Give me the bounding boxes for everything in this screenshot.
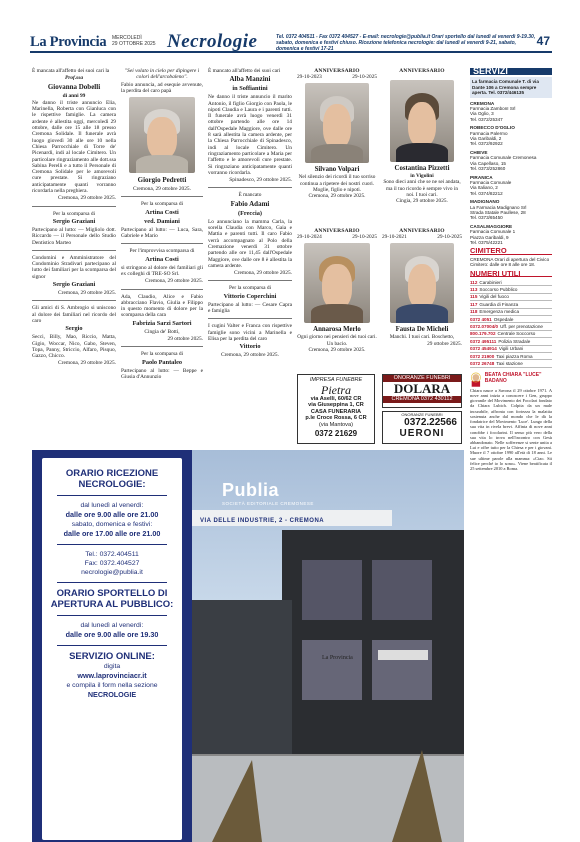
ad-line: CASA FUNERARIA xyxy=(310,408,362,415)
pharmacy-line: Tel. 0374/82212 xyxy=(470,190,503,196)
anniversary-name: Fausta De Micheli xyxy=(395,326,449,334)
anniversary-label: ANNIVERSARIO xyxy=(314,228,360,234)
ad-hours: dalle ore 9.00 alle ore 21.00 xyxy=(65,510,159,519)
publia-logo xyxy=(222,480,314,506)
phone-number: 0372 21900 xyxy=(470,353,495,359)
useful-number-row xyxy=(470,323,552,330)
date-from: 29-10-2024 xyxy=(297,234,322,241)
anniversary-card xyxy=(297,228,377,353)
useful-numbers-list xyxy=(470,279,552,368)
anniversary-text: Manchi. I tuoi cari. Boschetto, xyxy=(389,334,455,341)
obit-intro: Per la scomparsa di xyxy=(228,285,272,292)
pharmacy-line: Via Italiano, 2 xyxy=(470,185,498,191)
obit-sign: Cremona, 29 ottobre 2025. xyxy=(58,360,116,367)
obit-intro: È mancata all'affetto dei suoi cari la xyxy=(32,68,110,74)
ad-brand: UERONI xyxy=(399,428,445,439)
ad-brand: Pietra xyxy=(321,382,351,397)
obit-name: Giovanna Dobelli xyxy=(47,82,101,91)
ad-line: IMPRESA FUNEBRE xyxy=(309,377,363,383)
ad-text: e compila il form nella sezione xyxy=(66,682,158,689)
section-title: Necrologie xyxy=(167,31,258,52)
phone-label: Soccorso Pubblico xyxy=(479,286,518,292)
pharmacy-line: Tel. 0372/25347 xyxy=(470,116,503,122)
date-to: 29-10-2025 xyxy=(352,234,377,241)
ad-phone: 0372 21629 xyxy=(314,428,358,438)
ad-brand: DOLARA xyxy=(393,381,451,396)
ad-hours-panel xyxy=(42,458,182,840)
obit-text: Secci, Billy, Mao, Riccio, Matta, Gigio, Woccar, Nico, Gabo, Steven, Topa, Panny, Striccio, Alfaro, Pisquo, Gazzo, Chicco. xyxy=(32,334,116,360)
obit-name: Sergio Graziani xyxy=(52,281,96,289)
useful-number-row xyxy=(470,294,552,301)
anniversary-card xyxy=(382,228,462,347)
pharmacy-city: PIRANICA xyxy=(470,174,493,180)
ad-text: sabato, domenica e festivi: xyxy=(71,521,153,528)
pharmacy-intro: La farmacia Comunale T. di via Dante 106 a Cremona sempre aperta. Tel. 0372/446135 xyxy=(470,77,552,97)
pharmacy-line: Farmacia Comunale xyxy=(470,179,512,185)
obit-text: Ada, Claudio, Alice e Fabio abbracciano Flavio, Giulia e Filippo in questo momento di dolore per la scomparsa della cara xyxy=(121,293,203,319)
obit-sign: Spinadesco, 29 ottobre 2025. xyxy=(229,177,292,184)
useful-number-row xyxy=(470,353,552,360)
useful-number-row xyxy=(470,331,552,338)
blessed-title: BEATA CHIARA "LUCE" BADANO xyxy=(484,371,542,384)
divider xyxy=(121,289,203,290)
portrait-photo xyxy=(304,243,370,323)
useful-number-row xyxy=(470,301,552,308)
publia-ad xyxy=(32,450,464,842)
ad-email: necrologie@publia.it xyxy=(81,569,143,576)
ad-fax: Fax: 0372.404527 xyxy=(84,560,140,567)
ad-dolara xyxy=(382,374,462,408)
obit-text: Partecipano al lutto: — Cesare Capra e famiglia xyxy=(208,301,292,315)
obit-intro: Per la scomparsa di xyxy=(140,201,184,208)
ad-section: NECROLOGIE xyxy=(87,690,137,699)
obit-name: Paolo Pantaleo xyxy=(141,358,183,366)
phone-number: 0372 26748 xyxy=(470,360,495,366)
anniversary-sign: 29 ottobre 2025. xyxy=(427,340,462,347)
header-contacts: Tel. 0372 404511 - Fax 0372 404527 - E-mail: necrologie@publia.it Orari sportello dal lunedì al venerdì 9-19.30, sabato, domenica e festivi chiuso. Ricezione telefonica necrologie: dal lunedì al venerdì 9-21, sabato, domenica e festivi 17-21 xyxy=(276,34,536,52)
ad-heading: SERVIZIO ONLINE: xyxy=(69,651,155,662)
ad-address: VIA DELLE INDUSTRIE, 2 - CREMONA xyxy=(200,518,325,524)
obit-text: Condomini e Amministratore del Condominio Stradivari partecipano al lutto dei familiari per la scomparsa del signor xyxy=(32,254,116,280)
obit-text: si stringono al dolore dei familiari gli ex colleghi di TRE-SO Srl. xyxy=(121,264,203,277)
obit-subname: (Freccia) xyxy=(237,209,262,217)
anniversary-text: Nel silenzio dei ricordi il tuo sorriso continua a ripetere dei nostri cuori. Moglie, figlio e nipoti. xyxy=(298,174,376,193)
divider xyxy=(121,346,203,347)
obit-intro: È mancato all'affetto dei suoi cari xyxy=(208,68,281,74)
ad-heading: ORARIO RICEZIONE NECROLOGIE: xyxy=(65,468,159,490)
phone-label: Taxi piazza Roma xyxy=(496,353,533,359)
pharmacy-line: Via Capellaso, 15 xyxy=(470,160,506,166)
obit-sign: Cremona, 29 ottobre 2025. xyxy=(234,270,292,277)
obit-quote: "Sei volato in cielo per dipingere i colori dell'arcobaleno". xyxy=(124,68,200,81)
useful-number-row xyxy=(470,309,552,316)
issue-date xyxy=(112,35,156,47)
ad-text: digita xyxy=(103,663,121,670)
ad-line: via Giuseppina 1, CR xyxy=(308,402,364,409)
obit-text: Lo annunciano la mamma Carla, la sorella Claudia con Marco, Gaia e Mattia e parenti tutti. Il caro Fabio verrà accompagnato al Polo della Cremazione venerdì 31 ottobre partendo alle ore 11,45 dall'Ospedale Maggiore, ove dalle ore 8 è allestita la camera ardente. xyxy=(208,218,292,269)
useful-number-row xyxy=(470,279,552,286)
portrait-photo xyxy=(390,80,454,162)
obit-name: Vittorio Coperchini xyxy=(223,292,277,300)
obit-name: Artina Costi xyxy=(145,255,179,263)
cemetery-text: CREMONA Orari di apertura del Civico Cimitero: dalle ore 8 alle ore 18. xyxy=(470,256,550,268)
obit-intro: Per la scomparsa di xyxy=(140,351,184,358)
ad-text: dal lunedì al venerdì: xyxy=(80,622,144,629)
phone-label: Carabinieri xyxy=(479,279,502,285)
obit-subname: in Soffiantini xyxy=(232,85,268,93)
anniversary-text: Sono dieci anni che se ne sei andata, ma il tuo ricordo è sempre vivo in noi. I tuoi cari. xyxy=(383,179,461,198)
pharmacy-line: Strada Statale Paullese, 28 xyxy=(470,209,526,215)
divider xyxy=(208,187,292,188)
ad-line: p.le Croce Rossa, 6 CR xyxy=(305,415,367,422)
ad-line: CREMONA 0372 430112 xyxy=(383,396,461,403)
pharmacy-line: Tel. 0375/42221 xyxy=(470,239,503,245)
divider xyxy=(57,645,167,646)
phone-number: 800.179.702 xyxy=(470,331,496,337)
obit-text: Ne danno il triste annuncio il marito Antonio, il figlio Giorgio con Paola, le nipoti Claudia e Laura e i parenti tutti. Il funerale avrà luogo venerdì 31 ottobre partendo alle ore 14 dall'Ospedale Maggiore, ove dalle ore 8 sarà allestita la camera ardente, per la Chiesa Parrocchiale di Spinadesco, indi al locale Cimitero. Un ringraziamento particolare a Maria per l'affetto e le amorevoli cure prestate. Si ringraziano anticipatamente quanti vorranno ricordarla. xyxy=(208,94,292,176)
cemetery-title: CIMITERO xyxy=(470,248,552,254)
anniversary-subname: in Vigolini xyxy=(410,173,434,180)
pharmacy-city: CREMONA xyxy=(470,100,495,106)
useful-number-row xyxy=(470,286,552,293)
anniversary-dates xyxy=(382,234,462,240)
divider xyxy=(121,243,203,244)
obit-intro: Per la scomparsa di xyxy=(52,210,96,217)
anniversary-dates xyxy=(297,74,377,80)
obit-place: Cingia de' Botti, xyxy=(144,328,180,335)
portrait-photo xyxy=(390,243,454,323)
divider xyxy=(208,280,292,281)
phone-label: Centrale Soccorso xyxy=(497,331,536,337)
issue-day: MERCOLEDÌ xyxy=(112,35,142,41)
anniversary-label: ANNIVERSARIO xyxy=(399,68,445,74)
obit-name: Alba Manzini xyxy=(229,75,271,84)
obit-title: Prof.ssa xyxy=(64,75,84,82)
pharmacy-city: ROBECCO D'OGLIO xyxy=(470,125,515,131)
ad-line: ONORANZE FUNEBRI xyxy=(401,412,443,417)
obit-age: di anni 99 xyxy=(62,92,86,99)
phone-label: Emergenza medica xyxy=(479,309,519,315)
ad-line: (via Mantova) xyxy=(319,421,353,428)
services-title: SERVIZI xyxy=(470,68,552,75)
obit-sign: Cremona, 29 ottobre 2025. xyxy=(145,278,203,285)
phone-label: Taxi stazione xyxy=(496,360,523,366)
phone-number: 113 xyxy=(470,286,478,292)
pharmacy-city: MADIGNANO xyxy=(470,199,500,205)
building-illustration xyxy=(192,450,464,842)
divider xyxy=(57,495,167,496)
obit-sign: Cremona, 29 ottobre 2025. xyxy=(58,195,116,202)
page-number: 47 xyxy=(536,34,550,48)
obit-name: Sergio xyxy=(65,325,83,333)
pharmacy-city: CASALMAGGIORE xyxy=(470,223,513,229)
obit-sign: Cremona, 29 ottobre 2025. xyxy=(221,352,279,359)
divider xyxy=(32,250,116,251)
obit-text: Gli amici di S. Ambrogio si uniscono al dolore dei familiari nel ricordo del caro xyxy=(32,305,116,324)
anniversary-sign: Cremona, 29 ottobre 2025. xyxy=(308,193,366,200)
phone-number: 0372.07004/0 xyxy=(470,323,499,329)
pharmacy-line: Via Garibaldi, 2 xyxy=(470,136,502,142)
pharmacy-line: Via Oglio, 3 xyxy=(470,111,494,117)
obit-name: Sergio Graziani xyxy=(52,217,96,225)
obit-text: Fabio annuncia, ad esequie avvenute, la perdita del caro papà xyxy=(121,81,203,94)
brand-name: Publia xyxy=(222,480,280,500)
divider xyxy=(32,206,116,207)
obit-subname: ved. Damiani xyxy=(144,217,180,225)
pharmacy-line: La Farmacia Madignano Srl xyxy=(470,204,527,210)
anniversary-card xyxy=(382,68,462,204)
pharmacy-line: Piazza Garibaldi, 9 xyxy=(470,234,509,240)
obit-name: Giorgio Pedretti xyxy=(137,176,187,185)
obit-text: Partecipano al lutto: — Beppe e Giusia d'Annunzio xyxy=(121,367,203,380)
divider xyxy=(57,582,167,583)
anniversary-name: Silvano Volpari xyxy=(314,166,360,174)
portrait-photo xyxy=(129,97,195,173)
useful-number-row xyxy=(470,360,552,367)
pharmacy-line: Tel. 0373/252860 xyxy=(470,166,506,172)
pharmacy-city: CHIEVE xyxy=(470,149,488,155)
ad-pietra xyxy=(297,374,375,444)
pharmacy-line: Tel. 0372/92922 xyxy=(470,141,503,147)
ad-line: via Aselli, 60/62 CR xyxy=(310,395,362,402)
anniversary-label: ANNIVERSARIO xyxy=(314,68,360,74)
phone-label: Guardia di Finanza xyxy=(479,301,519,307)
newspaper-logo: La Provincia xyxy=(30,34,107,50)
page-header xyxy=(30,33,552,53)
obituary-column-3 xyxy=(208,68,292,360)
obit-text: I cugini Valter e Franca con rispettive famiglie sono vicini a Marinella e Elisa per la perdita del caro xyxy=(208,323,292,342)
anniversary-dates xyxy=(297,234,377,240)
portrait-photo xyxy=(305,83,369,163)
anniversary-label: ANNIVERSARIO xyxy=(399,228,445,234)
obit-name: Fabrizia Sarzi Sartori xyxy=(132,319,192,327)
anniversary-sign: Cremona, 29 ottobre 2025. xyxy=(308,346,366,353)
ad-text: dal lunedì al venerdì: xyxy=(80,502,144,509)
blessed-story: Chiara nasce a Savona il 29 ottobre 1971. A nove anni inizia a conoscere i Gen, gruppo giovanile del Movimento dei Focolari fondato da Chiara Lubich. Colpita da un male incurabile, affronta con fortezza la malattia sostenuta anche dal mondo che le dà la fondatrice del Movimento 'Luce'. Lungo della sua vita in rivela brevi. Affinta di nove anni conobbe i focolarini. Il senso più vero della sua vita lo trova nell'incontro con Gesù abbandonato. Nelle sofferenze si sente unita a Lui e offre tutto per la Chiesa e per i giovani. Muore il 7 ottobre 1990 all'età di 18 anni. Le sue ultime parole alla mamma: «Ciao. Sii felice perché io lo sono». Viene beatificata il 25 settembre 2010 a Roma. xyxy=(470,387,552,471)
brand-sub: SOCIETÀ EDITORIALE CREMONESE xyxy=(222,501,314,506)
obit-name: Vittorio xyxy=(239,343,261,351)
phone-number: 117 xyxy=(470,301,478,307)
ad-phone: Tel.: 0372.404511 xyxy=(85,551,139,558)
useful-number-row xyxy=(470,346,552,353)
obit-sign: 29 ottobre 2025. xyxy=(167,336,203,343)
obit-text: Partecipano al lutto: — Luca, Sara, Gabriele e Mario xyxy=(121,226,203,240)
pharmacy-line: Tel. 0373/65450 xyxy=(470,215,503,221)
date-to: 29-10-2025 xyxy=(437,234,462,241)
anniversary-card xyxy=(297,68,377,199)
phone-number: 0372 4051 xyxy=(470,316,492,322)
blessed-header xyxy=(470,372,552,388)
obituary-column-1 xyxy=(32,68,116,368)
issue-date-text: 29 OTTOBRE 2025 xyxy=(112,41,156,47)
obit-sign: Cremona, 29 ottobre 2025. xyxy=(133,186,191,193)
ad-ueroni xyxy=(382,411,462,444)
numbers-title: NUMERI UTILI xyxy=(470,271,552,277)
building-photo xyxy=(192,450,464,842)
ad-hours: dalle ore 17.00 alle ore 21.00 xyxy=(63,529,161,538)
phone-number: 0372 454914 xyxy=(470,346,497,352)
obit-name: Artina Costi xyxy=(145,208,179,216)
obit-intro: È mancato xyxy=(238,192,262,199)
ad-line: ONORANZE FUNEBRI xyxy=(383,375,461,382)
useful-number-row xyxy=(470,316,552,323)
divider xyxy=(57,615,167,616)
date-from: 29-10-2023 xyxy=(297,74,322,81)
phone-label: Ospedale xyxy=(493,316,514,322)
divider xyxy=(208,318,292,319)
obit-name: Fabio Adami xyxy=(230,199,270,208)
phone-number: 115 xyxy=(470,294,478,300)
obit-text: Ne danno il triste annuncio Elia, Marinella, Roberta con Gianluca con le rispettive famiglie. La camera ardente è allestita oggi, mercoledì 29 ottobre, dalle ore 15 alle 18 presso Cremona Solidale. Il funerale avrà luogo giovedì 30 alle ore 10 nella Chiesa Parrocchiale di Torre de' Picenardi, indi al locale Cimitero. Un particolare ringraziamento alle dott.ssa Sabina Perelli e a tutto il Personale di Cremona Solidale per le amorevoli cure prestate. Si ringraziano anticipatamente quanti vorranno ricordarla nella preghiera. xyxy=(32,99,116,195)
anniversary-sign: Cingia, 29 ottobre 2025. xyxy=(396,198,448,205)
obituary-column-2 xyxy=(121,68,203,381)
ad-heading: ORARIO SPORTELLO DI APERTURA AL PUBBLICO: xyxy=(50,588,174,610)
anniversary-text: Ogni giorno nei pensieri dei tuoi cari. Un bacio. xyxy=(297,334,377,347)
divider xyxy=(121,196,203,197)
phone-label: Vigili Urbani xyxy=(498,346,524,352)
pharmacy-line: Farmacia Palermo xyxy=(470,130,508,136)
phone-number: 112 xyxy=(470,279,478,285)
ad-url: www.laprovinciacr.it xyxy=(77,671,147,680)
building-sign: La Provincia xyxy=(322,655,353,661)
saint-icon xyxy=(470,372,482,388)
services-column xyxy=(470,68,552,471)
phone-number: 118 xyxy=(470,309,478,315)
anniversary-name: Costantina Pizzetti xyxy=(394,165,450,173)
phone-label: Polizia Stradale xyxy=(498,338,531,344)
date-to: 29-10-2025 xyxy=(352,74,377,81)
ad-phone: 0372.22566 xyxy=(404,417,457,428)
obit-sign: Cremona, 29 ottobre 2025. xyxy=(58,290,116,297)
obit-intro: Per l'improvvisa scomparsa di xyxy=(129,248,195,255)
anniversary-name: Annarosa Merlo xyxy=(313,326,361,334)
pharmacy-line: Farmacia ZambonI Srl xyxy=(470,106,516,112)
divider xyxy=(32,300,116,301)
divider xyxy=(57,544,167,545)
ad-hours: dalle ore 9.00 alle ore 19.30 xyxy=(65,630,159,639)
pharmacy-line: Farmacia Comunale Cremonesa xyxy=(470,155,537,161)
phone-number: 0372 495111 xyxy=(470,338,497,344)
useful-number-row xyxy=(470,338,552,345)
date-from: 29-10-2021 xyxy=(382,234,407,241)
pharmacy-line: Farmacia Comunale 1 xyxy=(470,229,516,235)
obit-text: Partecipano al lutto: — Migliolo dott. Riccardo — il Personale dello Studio Dentistico Marteo xyxy=(32,226,116,246)
phone-label: Uff. per prenotazione xyxy=(500,323,543,329)
phone-label: Vigili del fuoco xyxy=(479,294,509,300)
